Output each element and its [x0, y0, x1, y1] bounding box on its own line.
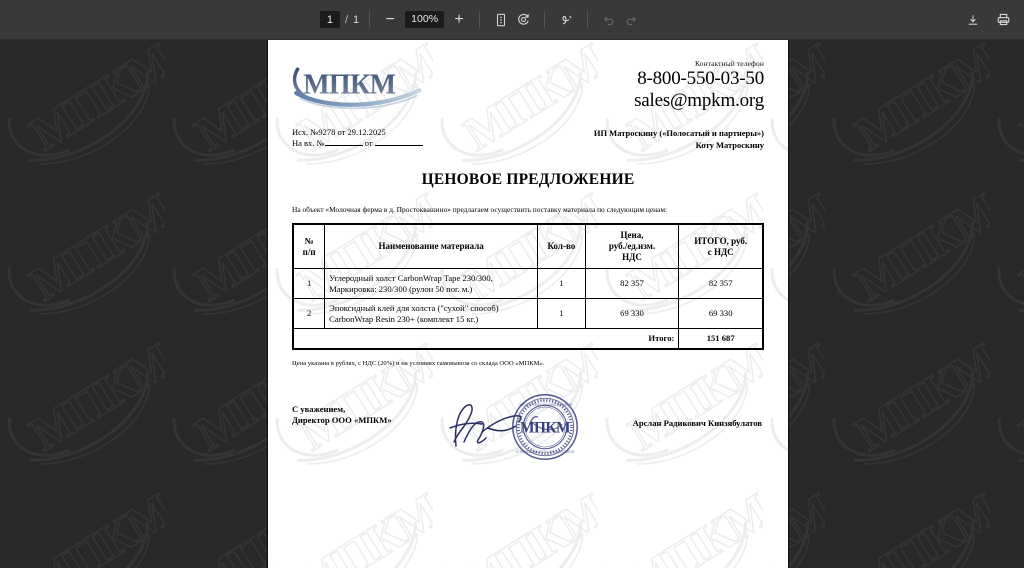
reference-and-addressee	[292, 127, 764, 151]
th-number-line2: п/п	[302, 246, 316, 257]
svg-text:ООО СТРОИТЕЛЬНАЯ КОМПАНИЯ: ООО СТРОИТЕЛЬНАЯ КОМПАНИЯ	[518, 402, 572, 407]
cell-quantity: 1	[538, 299, 586, 329]
document-title: ЦЕНОВОЕ ПРЕДЛОЖЕНИЕ	[421, 171, 635, 188]
svg-text:ОГРН 1110280000000 ИНН 0277000: ОГРН 1110280000000 ИНН 0277000000	[515, 449, 575, 454]
addressee-line-2: Коту Матроскину	[695, 140, 764, 150]
th-quantity: Кол-во	[538, 224, 586, 269]
th-price-line1: Цена,	[620, 230, 644, 240]
pdf-page-1	[268, 40, 788, 568]
incoming-date-blank	[375, 145, 423, 146]
price-table	[292, 223, 764, 350]
intro-paragraph: На объект «Молочная ферма в д. Простоквашино» предлагаем осуществить поставку материала по следующим ценам:	[292, 205, 668, 214]
th-total-line2: с НДС	[707, 246, 734, 257]
incoming-reference	[292, 138, 423, 149]
reference-numbers	[292, 127, 423, 149]
table-row	[293, 299, 763, 329]
cell-number: 2	[293, 299, 325, 329]
signature-position: Директор ООО «МПКМ»	[292, 415, 392, 425]
cell-line-total: 82 357	[679, 269, 763, 299]
th-number-line1: №	[304, 235, 314, 246]
contact-phone-label: Контактный телефон	[694, 59, 764, 68]
annotate-icon[interactable]	[555, 9, 577, 31]
print-icon[interactable]	[992, 9, 1014, 31]
page-number-input[interactable]: 1	[320, 11, 340, 28]
contact-block	[634, 58, 764, 112]
table-header-row	[293, 224, 763, 269]
th-line-total	[679, 224, 763, 269]
outgoing-reference: Исх. №9278 от 29.12.2025	[292, 127, 386, 137]
addressee-line-1: ИП Матроскину («Полосатый и партнеры»)	[593, 128, 764, 138]
toolbar-divider-2	[479, 11, 480, 28]
th-total-line1: ИТОГО, руб.	[694, 235, 748, 246]
th-number	[293, 224, 325, 269]
svg-text:МПКМ: МПКМ	[520, 419, 570, 437]
page-total: 1	[353, 13, 360, 26]
th-unit-price	[585, 224, 679, 269]
toolbar-divider-1	[369, 11, 370, 28]
mpkm-logo-icon	[292, 62, 432, 110]
download-icon[interactable]	[962, 9, 984, 31]
document-body	[268, 40, 788, 468]
toolbar-divider-3	[544, 11, 545, 28]
total-value: 151 687	[679, 329, 763, 349]
zoom-out-button[interactable]: −	[385, 10, 395, 28]
page-separator: /	[344, 13, 349, 26]
toolbar-center-controls	[320, 9, 642, 31]
pdf-toolbar	[0, 0, 1024, 40]
price-table-head	[293, 224, 763, 269]
zoom-in-button[interactable]: +	[454, 10, 464, 28]
table-row	[293, 269, 763, 299]
company-logo	[292, 58, 440, 115]
cell-unit-price: 82 357	[585, 269, 679, 299]
round-seal-icon	[510, 392, 580, 462]
company-stamp	[510, 392, 580, 467]
signature-block	[292, 404, 764, 468]
pdf-scroll-area[interactable]	[0, 40, 1024, 568]
toolbar-divider-4	[587, 11, 588, 28]
th-price-line2: руб./ед.изм.	[608, 241, 656, 251]
contact-phone-number: 8-800-550-03-50	[637, 68, 764, 89]
price-table-body	[293, 269, 763, 349]
price-note: Цена указана в рублях, с НДС (20%) и на условиях самовывоза со склада ООО «МПКМ».	[292, 359, 545, 367]
document-header	[292, 58, 764, 115]
incoming-prefix: На вх. №	[292, 138, 325, 148]
rotate-icon[interactable]	[512, 9, 534, 31]
redo-icon[interactable]	[620, 9, 642, 31]
cell-unit-price: 69 330	[585, 299, 679, 329]
undo-icon[interactable]	[598, 9, 620, 31]
total-label: Итого:	[293, 329, 679, 349]
signatory-name: Арслан Радикович Кинзябулатов	[632, 417, 762, 428]
incoming-number-blank	[325, 145, 363, 146]
zoom-level-display[interactable]: 100%	[405, 11, 444, 28]
page-view-icon[interactable]	[490, 9, 512, 31]
table-total-row	[293, 329, 763, 349]
cell-quantity: 1	[538, 269, 586, 299]
svg-text:МПКМ: МПКМ	[303, 69, 396, 101]
contact-email: sales@mpkm.org	[634, 90, 764, 111]
addressee-block	[594, 127, 764, 151]
cell-number: 1	[293, 269, 325, 299]
cell-material-name: Эпоксидный клей для холста ("сухой" способ) CarbonWrap Resin 230+ (комплект 15 кг.)	[325, 299, 538, 329]
th-material-name: Наименование материала	[325, 224, 538, 269]
cell-material-name: Углеродный холст CarbonWrap Tape 230/300, Маркировка: 230/300 (рулон 50 пог. м.)	[325, 269, 538, 299]
signature-closing: С уважением,	[292, 403, 346, 414]
th-price-line3: НДС	[622, 252, 642, 262]
incoming-middle: от	[364, 138, 373, 148]
cell-line-total: 69 330	[679, 299, 763, 329]
